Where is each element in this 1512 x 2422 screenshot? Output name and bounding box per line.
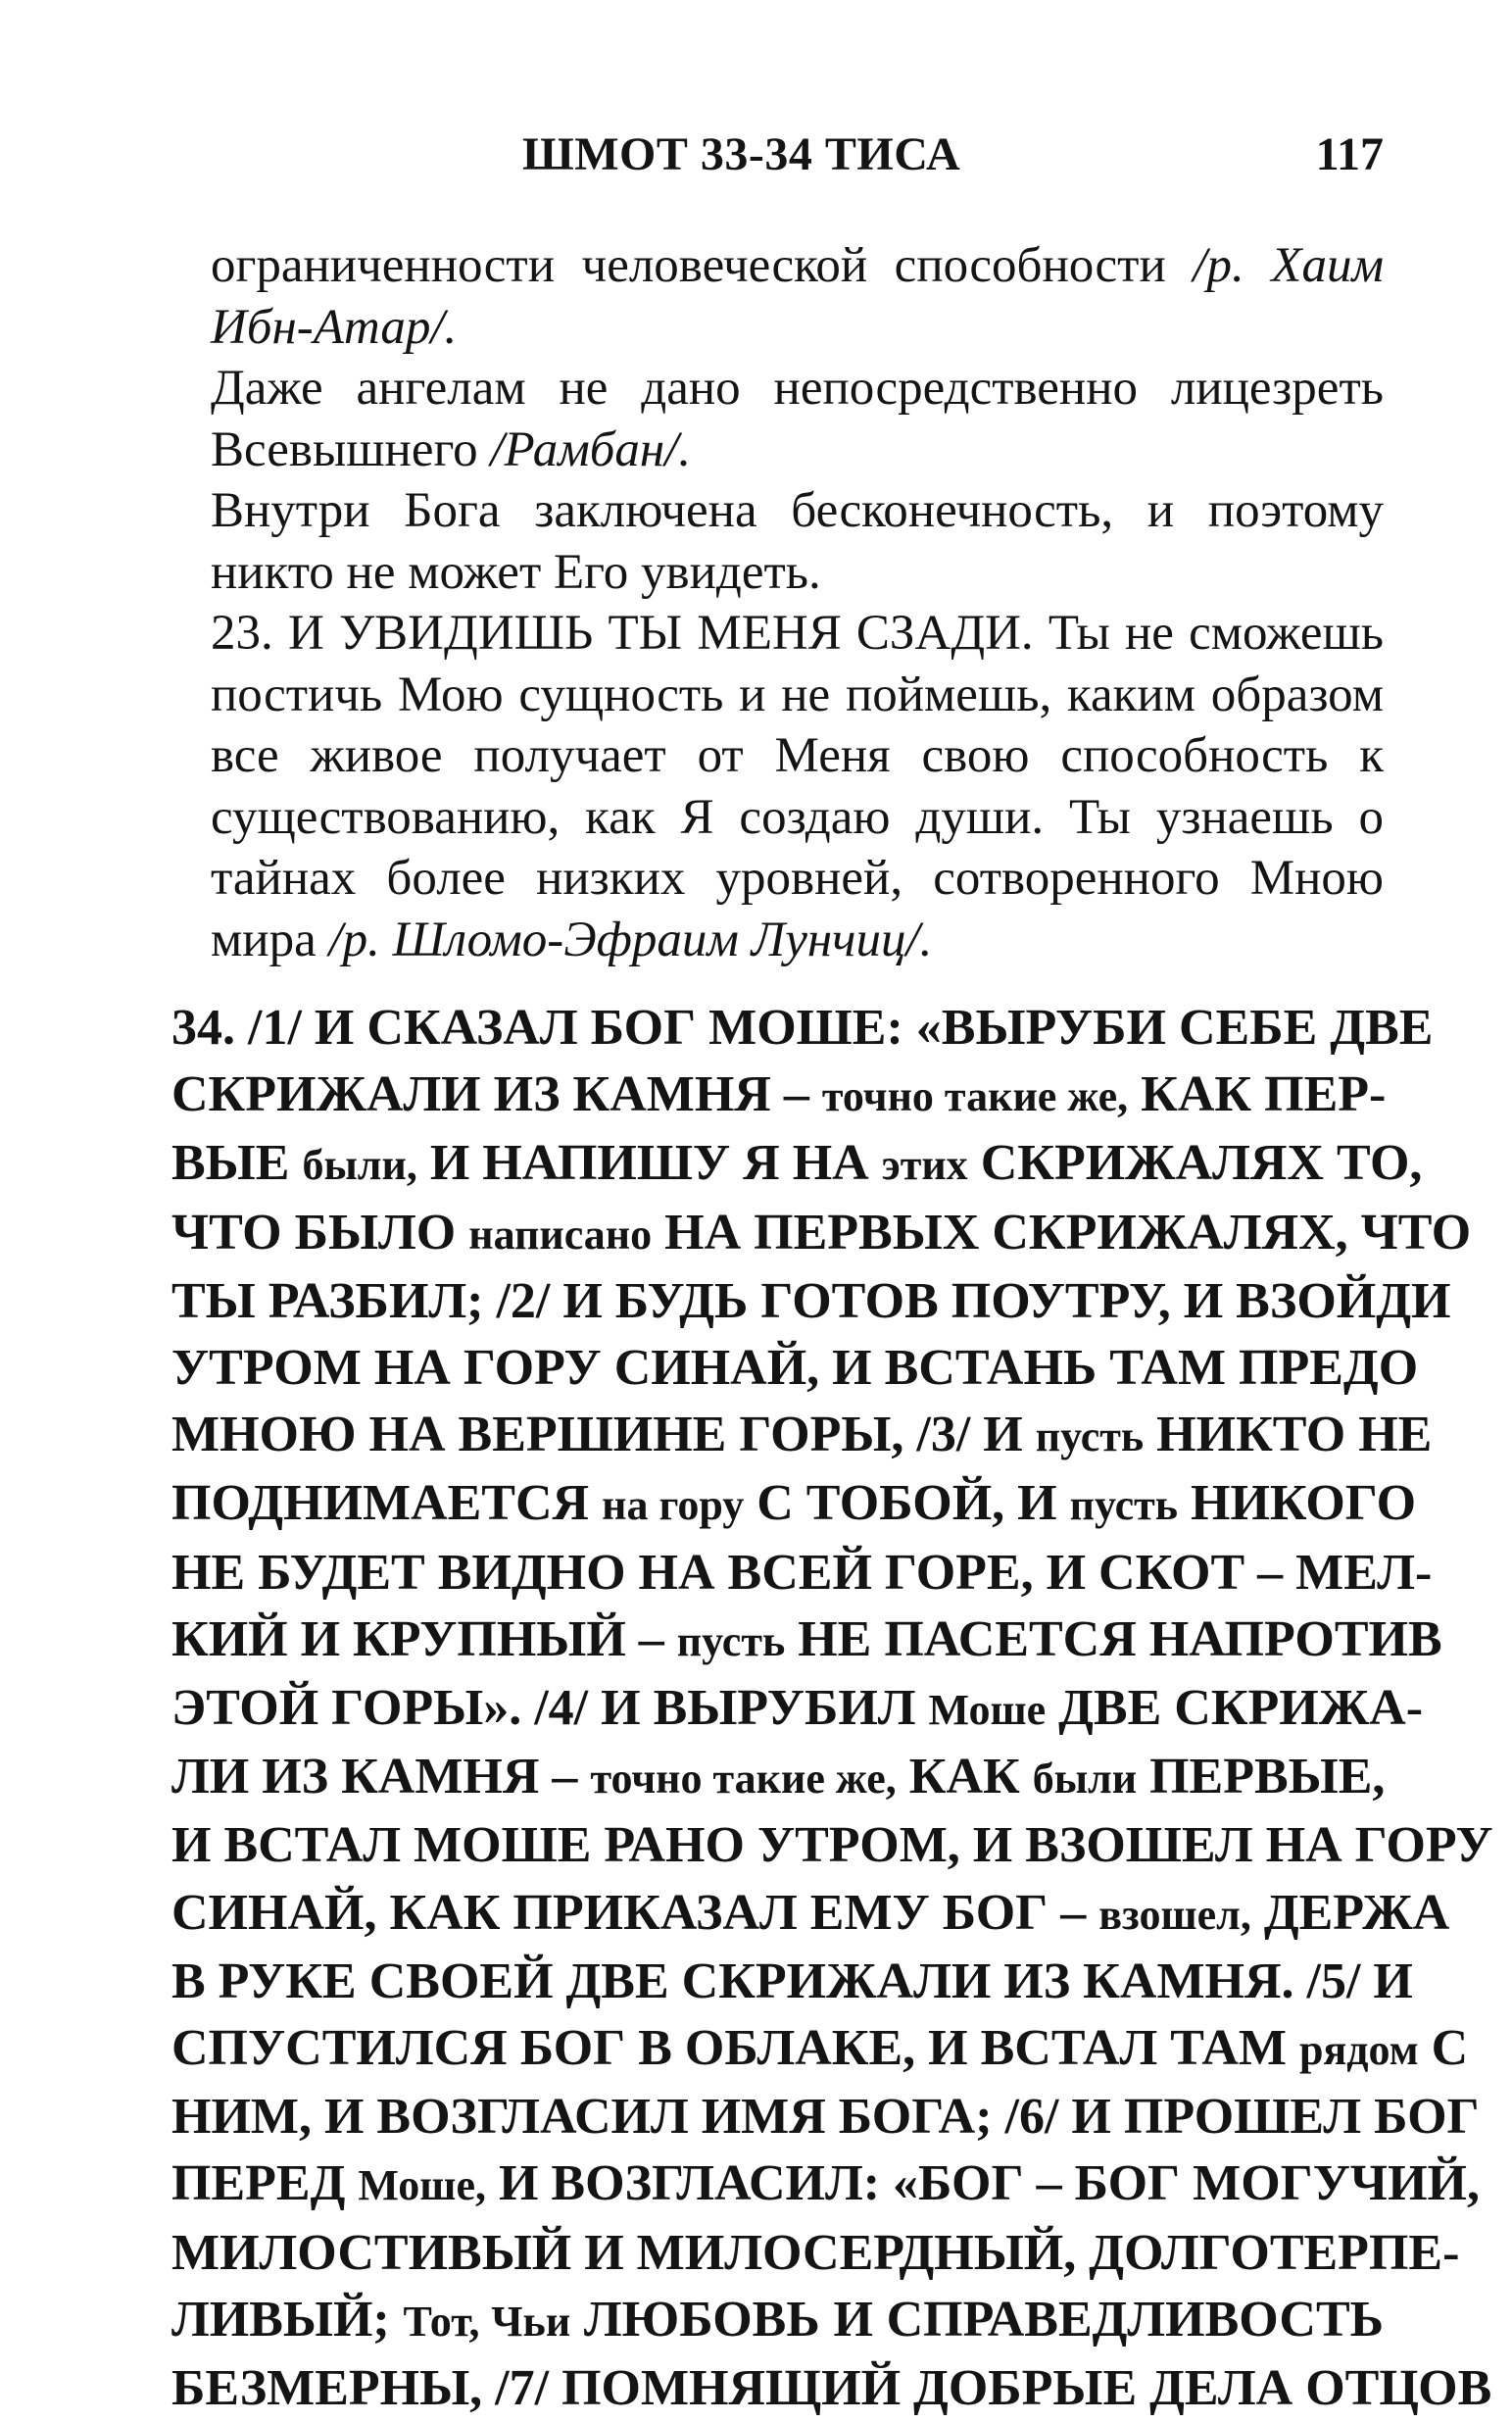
verse-line bbox=[171, 1062, 1387, 1130]
commentary-paragraph bbox=[211, 480, 1384, 603]
verse-line bbox=[171, 1402, 1433, 1470]
verse-text: И ВСТАЛ МОШЕ РАНО УТРОМ, И ВЗОШЕЛ НА ГОРУ bbox=[171, 1817, 1493, 1874]
commentary-text: Даже ангелам не дано непосредственно лицезреть Всевышнего bbox=[211, 361, 1384, 477]
commentary-source: /Рамбан/. bbox=[490, 421, 692, 477]
verse-supplied-text: этих bbox=[881, 1141, 968, 1190]
verse-line bbox=[171, 1675, 1424, 1744]
commentary-text: Внутри Бога заключена бесконечность, и поэтому никто не может Его увидеть. bbox=[211, 483, 1384, 600]
verse-text: ЭТОЙ ГОРЫ». /4/ И ВЫРУБИЛ bbox=[171, 1680, 916, 1737]
verse-line bbox=[171, 1744, 1384, 1812]
verse-text: С ТОБОЙ, И bbox=[756, 1475, 1057, 1532]
verse-supplied-text: были, bbox=[302, 1141, 417, 1190]
header-title: ШМОТ 33-34 ТИСА bbox=[522, 128, 961, 180]
verse-text: СКРИЖАЛИ ИЗ КАМНЯ – bbox=[171, 1066, 809, 1123]
verse-text: СИНАЙ, КАК ПРИКАЗАЛ ЕМУ БОГ – bbox=[171, 1884, 1087, 1941]
verse-text: ЛЮБОВЬ И СПРАВЕДЛИВОСТЬ bbox=[583, 2291, 1385, 2348]
commentary-block bbox=[211, 235, 1384, 970]
verse-line bbox=[171, 2220, 1460, 2287]
verse-line bbox=[171, 1335, 1419, 1402]
verse-supplied-text: написано bbox=[468, 1210, 653, 1259]
verse-text: УТРОМ НА ГОРУ СИНАЙ, И ВСТАНЬ ТАМ ПРЕДО bbox=[171, 1340, 1419, 1397]
verse-line bbox=[171, 1200, 1472, 1268]
verse-supplied-text: Тот, Чьи bbox=[403, 2297, 571, 2346]
commentary-text: ограниченности человеческой способности bbox=[211, 238, 1166, 293]
verse-text: ДЕРЖА bbox=[1263, 1884, 1450, 1941]
verse-text: НИКТО НЕ bbox=[1156, 1407, 1433, 1463]
verse-line bbox=[171, 2015, 1469, 2084]
verse-supplied-text: Моше bbox=[928, 1686, 1047, 1735]
verse-text: ПОДНИМАЕТСЯ bbox=[171, 1475, 590, 1532]
commentary-paragraph bbox=[211, 358, 1384, 480]
verse-text: ДВЕ СКРИЖА- bbox=[1058, 1680, 1424, 1737]
verse-supplied-text: на гору bbox=[602, 1481, 745, 1530]
verse-text: БЕЗМЕРНЫ, /7/ ПОМНЯЩИЙ ДОБРЫЕ ДЕЛА ОТЦОВ bbox=[171, 2360, 1492, 2417]
page-number: 117 bbox=[1315, 128, 1384, 180]
verse-text: В РУКЕ СВОЕЙ ДВЕ СКРИЖАЛИ ИЗ КАМНЯ. /5/ И bbox=[171, 1952, 1413, 2009]
verse-line bbox=[171, 1606, 1442, 1675]
verse-supplied-text: Моше, bbox=[358, 2161, 486, 2210]
verse-text: ЛИ ИЗ КАМНЯ – bbox=[171, 1749, 578, 1805]
verse-text: ЛИВЫЙ; bbox=[171, 2291, 390, 2348]
verse-line bbox=[171, 1268, 1451, 1335]
verse-text: КАК bbox=[908, 1749, 1020, 1805]
verse-text: ТЫ РАЗБИЛ; /2/ И БУДЬ ГОТОВ ПОУТРУ, И ВЗОЙДИ bbox=[171, 1272, 1451, 1329]
verse-text: ВЫЕ bbox=[171, 1135, 290, 1192]
verse-text: КИЙ И КРУПНЫЙ – bbox=[171, 1610, 664, 1667]
verse-text: С bbox=[1431, 2020, 1469, 2077]
commentary-source: /р. Хаим Ибн-Атар/. bbox=[211, 238, 1384, 355]
commentary-text: 23. И УВИДИШЬ ТЫ МЕНЯ СЗАДИ. Ты не сможешь постичь Мою сущность и не поймешь, каким образом все живое получает от Меня свою способность к существованию, как Я создаю души. Ты узнаешь о тайнах более низких уровней, сотворенного Мною мира bbox=[211, 606, 1384, 967]
verse-text: НЕ ПАСЕТСЯ НАПРОТИВ bbox=[798, 1610, 1442, 1667]
verse-supplied-text: взошел, bbox=[1098, 1890, 1251, 1939]
verse-text: КАК ПЕР- bbox=[1141, 1066, 1387, 1123]
verse-text: ПЕРВЫЕ, bbox=[1149, 1749, 1386, 1805]
verse-supplied-text: пусть bbox=[1069, 1481, 1179, 1530]
commentary-paragraph bbox=[211, 235, 1384, 358]
verse-line bbox=[171, 2150, 1480, 2219]
verse-line bbox=[171, 2287, 1384, 2355]
verse-text: МНОЮ НА ВЕРШИНЕ ГОРЫ, /3/ И bbox=[171, 1407, 1023, 1463]
verse-text: НИМ, И ВОЗГЛАСИЛ ИМЯ БОГА; /6/ И ПРОШЕЛ БОГ bbox=[171, 2089, 1480, 2146]
commentary-source: /р. Шломо-Эфраим Лунчиц/. bbox=[328, 912, 933, 967]
verse-text: ЧТО БЫЛО bbox=[171, 1204, 457, 1260]
verse-supplied-text: точно такие же, bbox=[590, 1755, 897, 1804]
verse-line bbox=[171, 995, 1434, 1062]
verse-text: МИЛОСТИВЫЙ И МИЛОСЕРДНЫЙ, ДОЛГОТЕРПЕ- bbox=[171, 2224, 1460, 2281]
verse-line bbox=[171, 1540, 1433, 1606]
verse-line bbox=[171, 2355, 1492, 2422]
verse-line bbox=[171, 1470, 1417, 1539]
verse-text: И НАПИШУ Я НА bbox=[429, 1135, 869, 1192]
verse-text: НИКОГО bbox=[1191, 1475, 1417, 1532]
verse-supplied-text: были bbox=[1032, 1755, 1138, 1804]
verse-text: СКРИЖАЛЯХ ТО, bbox=[980, 1135, 1423, 1192]
verse-line bbox=[171, 1812, 1493, 1879]
verse-line bbox=[171, 1949, 1413, 2015]
verse-supplied-text: точно такие же, bbox=[821, 1072, 1129, 1121]
verse-text: ПЕРЕД bbox=[171, 2155, 346, 2212]
verse-line bbox=[171, 2084, 1480, 2150]
verse-text: НЕ БУДЕТ ВИДНО НА ВСЕЙ ГОРЕ, И СКОТ – МЕЛ- bbox=[171, 1544, 1433, 1601]
verse-text: НА ПЕРВЫХ СКРИЖАЛЯХ, ЧТО bbox=[664, 1204, 1472, 1260]
verse-block bbox=[171, 995, 1493, 2422]
verse-text: СПУСТИЛСЯ БОГ В ОБЛАКЕ, И ВСТАЛ ТАМ bbox=[171, 2020, 1287, 2077]
verse-line bbox=[171, 1130, 1423, 1199]
commentary-paragraph bbox=[211, 603, 1384, 970]
verse-text: И ВОЗГЛАСИЛ: «БОГ – БОГ МОГУЧИЙ, bbox=[498, 2155, 1480, 2212]
verse-supplied-text: пусть bbox=[676, 1616, 786, 1665]
verse-text: 34. /1/ И СКАЗАЛ БОГ МОШЕ: «ВЫРУБИ СЕБЕ ДВЕ bbox=[171, 1000, 1434, 1056]
verse-line bbox=[171, 1880, 1450, 1949]
verse-supplied-text: пусть bbox=[1035, 1412, 1145, 1461]
verse-supplied-text: рядом bbox=[1298, 2026, 1419, 2075]
